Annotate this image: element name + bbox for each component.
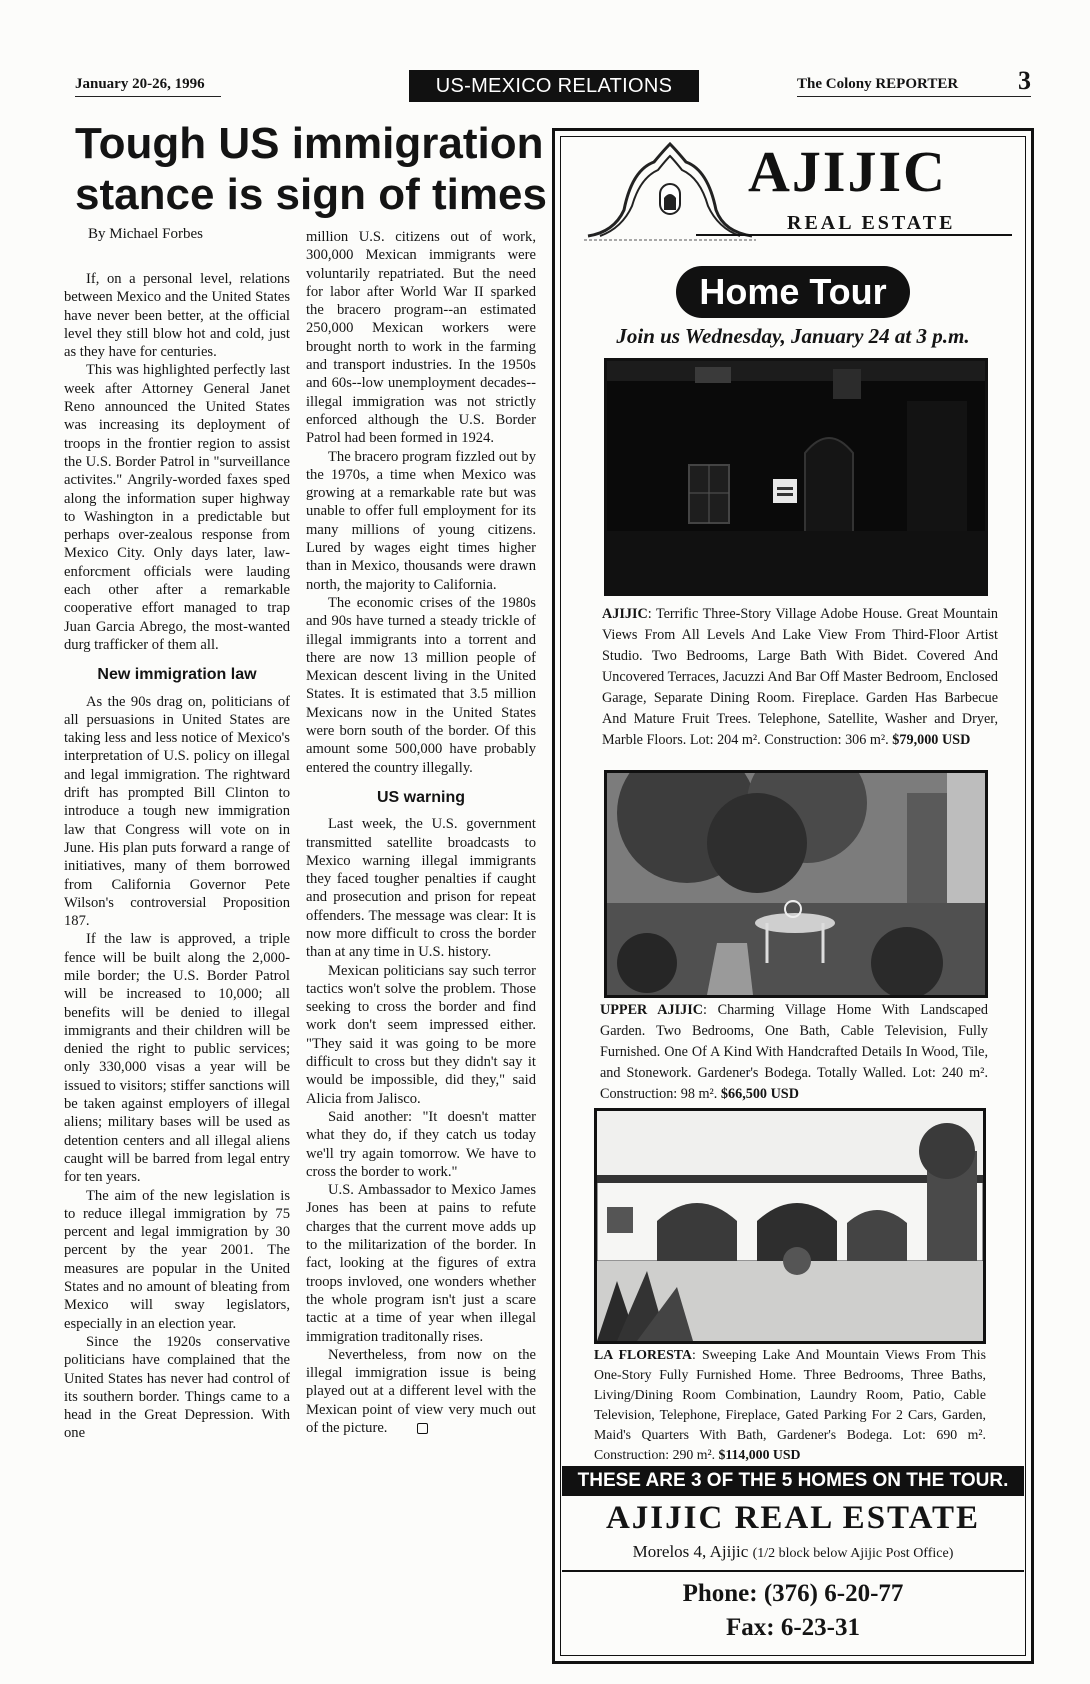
agency-logo-subtitle: REAL ESTATE	[787, 212, 956, 234]
paragraph: The bracero program fizzled out by the 1970s, a time when Mexico was growing at a remarkable rate but was unable to offer full employment for its many millions of young citizens. Lured by wages eight times higher than in Mexico, thousands were drawn north, the majority to California.	[306, 448, 536, 593]
article-headline	[75, 118, 555, 220]
subheading: New immigration law	[97, 666, 257, 684]
address-text: Morelos 4, Ajijic	[632, 1542, 749, 1561]
listing-text: : Charming Village Home With Landscaped Garden. Two Bedrooms, One Bath, Cable Television, Fully Furnished. One Of A Kind With Handcrafted Details In Wood, Tile, and Stonework. Gardener's Bodega. Totally Walled. Lot: 240 m². Construction: 98 m².	[600, 1002, 988, 1102]
paragraph: Last week, the U.S. government transmitted satellite broadcasts to Mexico warning illegal immigrants they faced tougher penalties if caught and prosecution and prison for repeat offenders. The message was clear: It is now more difficult to cross the border than at any time in U.S. history.	[306, 816, 536, 961]
fax-number: Fax: 6-23-31	[726, 1614, 860, 1641]
paragraph: Said another: "It doesn't matter what they do, if they catch us today we'll try again tomorrow. We have to cross the border to work."	[306, 1108, 536, 1180]
listing-photo-la-floresta	[594, 1108, 986, 1344]
end-of-story-icon	[417, 1423, 428, 1434]
paragraph: As the 90s drag on, politicians of all persuasions in United States are taking less and less notice of Mexico's interpretation of U.S. policy on illegal and legal immigration. The rightward drift has prompted Bill Clinton to introduce a tough new immigration law that Congress will vote on in June. His plan puts forward a range of initiatives, many of them borrowed from California Governor Pete Wilson's controversial Proposition 187.	[64, 693, 290, 930]
agency-logo: AJIJIC	[748, 139, 947, 204]
listing-price: $79,000 USD	[892, 732, 971, 748]
home-tour-badge: Home Tour	[676, 266, 910, 318]
logo-underline	[696, 234, 1012, 236]
tour-banner: THESE ARE 3 OF THE 5 HOMES ON THE TOUR.	[562, 1466, 1024, 1496]
headline-line: stance is sign of times	[75, 170, 547, 219]
subheading: US warning	[376, 788, 465, 806]
listing-name: LA FLORESTA	[594, 1347, 692, 1362]
contact-divider	[562, 1570, 1024, 1572]
listing-price: $66,500 USD	[720, 1086, 799, 1102]
listing-photo-upper-ajijic	[604, 770, 988, 998]
issue-date: January 20-26, 1996	[75, 76, 205, 92]
paragraph: Since the 1920s conservative politicians have complained that the United States has never had control of its southern border. Things came to a head in the Great Depression. With one	[64, 1333, 290, 1442]
mission-arch-logo-icon	[584, 140, 756, 254]
agency-name: AJIJIC REAL ESTATE	[605, 1500, 981, 1536]
listing-price: $114,000 USD	[718, 1447, 801, 1462]
article-column-2	[306, 228, 536, 1437]
section-banner: US-MEXICO RELATIONS	[409, 70, 699, 102]
agency-address	[562, 1542, 1024, 1562]
paragraph: Mexican politicians say such terror tactics won't solve the problem. Those seeking to cross the border and find work don't seem impressed either. "They said it was going to be more difficult to cross but they didn't say it would be impossible, did they," said Alicia from Jalisco.	[306, 962, 536, 1107]
listing-description-la-floresta	[594, 1345, 986, 1465]
paragraph: This was highlighted perfectly last week after Attorney General Janet Reno announced the United States was increasing its deployment of troops in the frontier region to assist the U.S. Border Patrol in "surveillance activites." Angrily-worded faxes sped along the information super highway to Washington in a predictable but perhaps over-zealous response from Mexico City. Only days later, law-enforcment officials were lauding each other after a remarkable cooperative effort managed to trap Juan Garcia Abrego, the most-wanted durg trafficker of them all.	[64, 362, 290, 653]
listing-photo-ajijic	[604, 358, 988, 596]
header-rule	[75, 96, 221, 97]
listing-name: UPPER AJIJIC	[600, 1002, 703, 1018]
article-column-1	[64, 270, 290, 1443]
page-number: 3	[1018, 66, 1031, 95]
header-rule	[797, 96, 1031, 97]
phone-number: Phone: (376) 6-20-77	[682, 1580, 904, 1607]
byline: By Michael Forbes	[88, 226, 203, 242]
headline-line: Tough US immigration	[75, 119, 544, 168]
address-note: (1/2 block below Ajijic Post Office)	[752, 1546, 954, 1561]
tour-date: Join us Wednesday, January 24 at 3 p.m.	[616, 324, 970, 348]
listing-name: AJIJIC	[602, 606, 648, 622]
paragraph: The economic crises of the 1980s and 90s have turned a steady trickle of illegal immigrants into a torrent and there are now 13 million people of Mexican descent living in the United States. It is estimated that 3.5 million Mexicans now in the United States were born south of the border. Of this amount some 500,000 have probably entered the country illegally.	[306, 594, 536, 776]
listing-description-ajijic	[602, 604, 998, 751]
listing-text: : Sweeping Lake And Mountain Views From This One-Story Fully Furnished Home. Three Bedrooms, Three Baths, Living/Dining Room Combination, Laundry Room, Patio, Cable Television, Telephone, Fireplace, Gated Parking For 2 Cars, Garden, Maid's Quarters With Bath, Gardener's Bodega. Lot: 690 m². Construction: 290 m².	[594, 1347, 987, 1462]
listing-text: : Terrific Three-Story Village Adobe House. Great Mountain Views From All Levels And Lake View From Third-Floor Artist Studio. Two Bedrooms, Large Bath With Bidet. Covered And Uncovered Terraces, Jacuzzi And Bar Off Master Bedroom, Enclosed Garage, Separate Dining Room. Fireplace. Garden Has Barbecue And Mature Fruit Trees. Telephone, Satellite, Washer and Dryer, Marble Floors. Lot: 204 m². Construction: 306 m².	[602, 606, 998, 748]
newspaper-name: The Colony REPORTER	[797, 76, 959, 92]
paragraph	[306, 1346, 536, 1437]
paragraph: U.S. Ambassador to Mexico James Jones has been at pains to refute charges that the current move adds up to the militarization of the border. In fact, looking at the figures of extra troops invloved, one wonders whether the whole program isn't just a scare tactic at a time of year when illegal immigration traditonally rises.	[306, 1182, 536, 1345]
paragraph: If the law is approved, a triple fence will be built along the 2,000-mile border; the U.S. Border Patrol will be increased to 10,000; all benefits will be denied to illegal immigrants and their children will be denied the right to public services; only 330,000 visas a year will be issued to visitors; stiffer sanctions will be taken against employers of illegal aliens; military bases will be used as detention centers and all illegal aliens caught will be barred from legal entry for ten years.	[64, 931, 290, 1186]
paragraph: If, on a personal level, relations between Mexico and the United States have never been better, at the official level they still blow hot and cold, just as they have for centuries.	[64, 271, 290, 361]
paragraph-text: Nevertheless, from now on the illegal immigration issue is being played out at a different level with the Mexican point of view very much out of the picture.	[306, 1346, 536, 1436]
listing-description-upper-ajijic	[600, 1000, 988, 1105]
paragraph: The aim of the new legislation is to reduce illegal immigration by 75 percent and legal immigration by 30 percent by the year 2001. The measures are popular in the United States and no amount of bleating from Mexico will sway legislators, especially in an election year.	[64, 1187, 290, 1332]
paragraph: million U.S. citizens out of work, 300,000 Mexican immigrants were voluntarily repatriated. But the need for labor after World War II sparked the bracero program--an estimated 250,000 Mexican workers were brought north to work in the farming and transport industries. In the 1950s and 60s--low unemployment decades--illegal immigration was not strictly enforced although the U.S. Border Patrol had been formed in 1924.	[306, 229, 536, 447]
